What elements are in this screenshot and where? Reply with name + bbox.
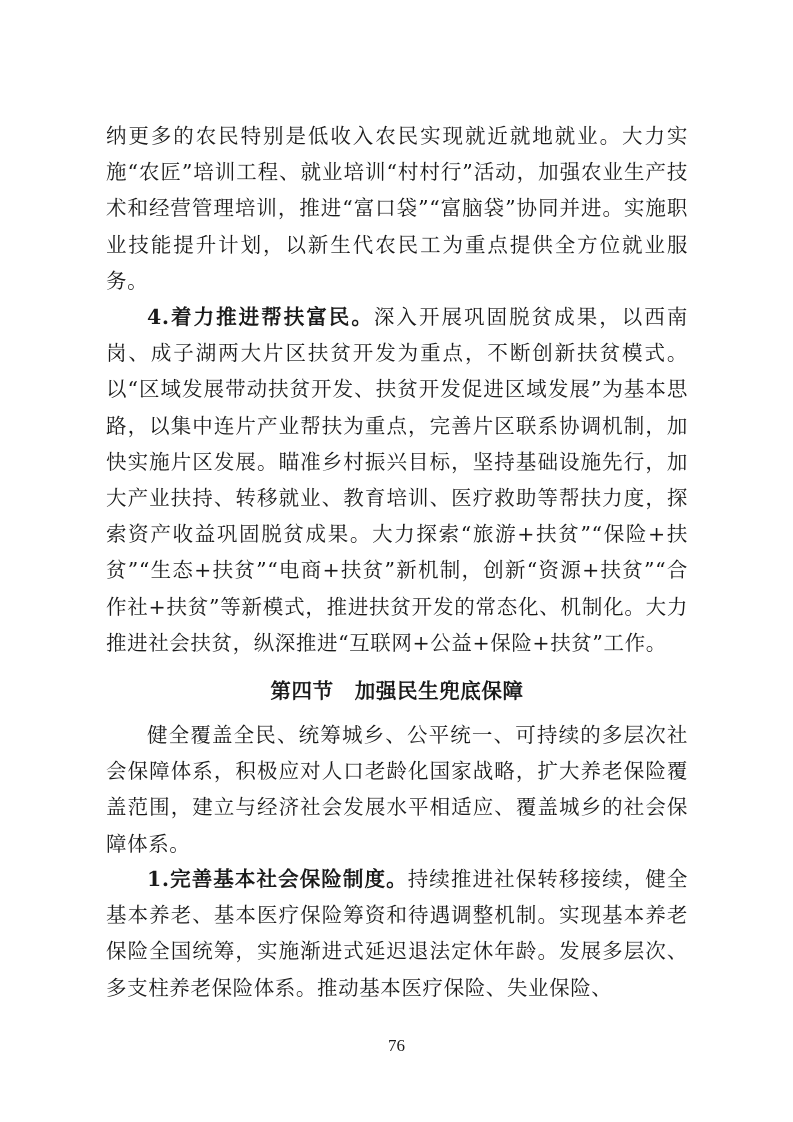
paragraph-text: 纳更多的农民特别是低收入农民实现就近就地就业。大力实施“农匠”培训工程、就业培训“村村行”活动，加强农业生产技术和经营管理培训，推进“富口袋”“富脑袋”协同并进。实施职业技能提升计划，以新生代农民工为重点提供全方位就业服务。 [106,124,688,293]
section-heading: 第四节 加强民生兜底保障 [270,679,524,703]
paragraph-lead-heading: 4.着力推进帮扶富民。 [147,305,374,329]
paragraph-employment-training [106,118,688,299]
page-number: 76 [388,1036,405,1055]
paragraph-social-security-intro [106,717,688,862]
paragraph-lead-heading: 1.完善基本社会保险制度。 [147,867,408,891]
paragraph-text: 深入开展巩固脱贫成果，以西南岗、成子湖两大片区扶贫开发为重点，不断创新扶贫模式。以“区域发展带动扶贫开发、扶贫开发促进区域发展”为基本思路，以集中连片产业帮扶为重点，完善片区联系协调机制，加快实施片区发展。瞄准乡村振兴目标，坚持基础设施先行，加大产业扶持、转移就业、教育培训、医疗救助等帮扶力度，探索资产收益巩固脱贫成果。大力探索“旅游+扶贫”“保险+扶贫”“生态+扶贫”“电商+扶贫”新机制，创新“资源+扶贫”“合作社+扶贫”等新模式，推进扶贫开发的常态化、机制化。大力推进社会扶贫，纵深推进“互联网+公益+保险+扶贫”工作。 [106,305,688,655]
paragraph-poverty-alleviation [106,299,688,661]
paragraph-text: 持续推进社保转移接续，健全基本养老、基本医疗保险筹资和待遇调整机制。实现基本养老保险全国统筹，实施渐进式延迟退法定休年龄。发展多层次、多支柱养老保险体系。推动基本医疗保险、失业保险、 [106,867,688,1000]
paragraph-text: 健全覆盖全民、统筹城乡、公平统一、可持续的多层次社会保障体系，积极应对人口老龄化国家战略，扩大养老保险覆盖范围，建立与经济社会发展水平相适应、覆盖城乡的社会保障体系。 [106,723,688,856]
paragraph-social-insurance [106,861,688,1006]
